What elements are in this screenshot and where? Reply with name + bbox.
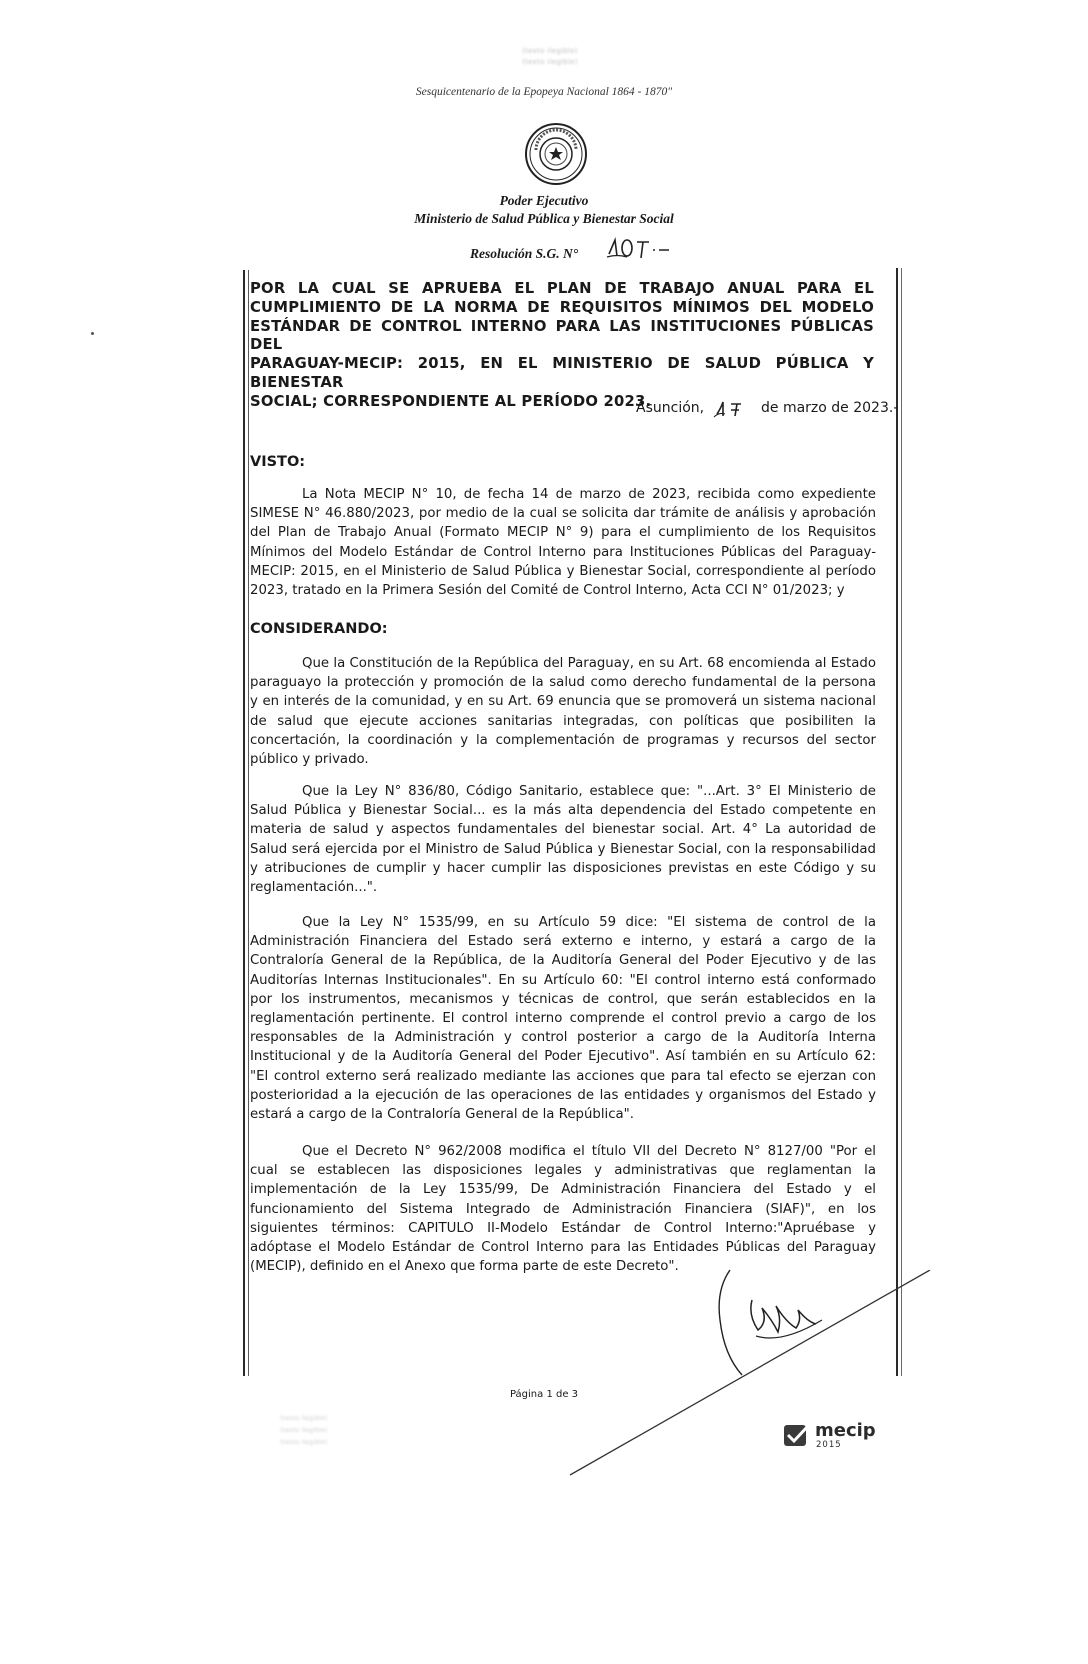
motto: Sesquicentenario de la Epopeya Nacional 1864 - 1870" (415, 86, 673, 98)
text-line: estará a cargo de la Contraloría General de la República". (250, 1107, 635, 1123)
poder-ejecutivo: Poder Ejecutivo (499, 193, 589, 208)
handwritten-resolution-number (603, 234, 673, 266)
text-line: público y privado. (250, 752, 369, 768)
text-line: La Nota MECIP N° 10, de fecha 14 de marzo de 2023, recibida como expediente (302, 487, 876, 502)
text-line: del Plan de Trabajo Anual (Formato MECIP N° 9) para el cumplimiento de los Requisitos (250, 525, 876, 541)
text-line: y en interés de la comunidad, y en su Art. 69 enuncia que se promoverá un sistema nacional (250, 694, 876, 710)
visto-heading: VISTO: (250, 454, 306, 470)
scan-speck (91, 332, 94, 335)
text-line: funcionamiento del Sistema Integrado de Administración Financiera (SIAF)", en los (250, 1201, 876, 1217)
text-line: reglamentación pertinente. El control interno comprende el control previo a cargo de los (250, 1011, 876, 1027)
margin-rule-right-inner (901, 268, 902, 1376)
text-line: 2023, tratado en la Primera Sesión del Comité de Control Interno, Acta CCI N° 01/2023; y (250, 583, 845, 599)
text-line: reglamentación...". (250, 880, 378, 896)
text-line: Mínimos del Modelo Estándar de Control Interno para Instituciones Públicas del Paraguay- (250, 544, 876, 560)
date-suffix: de marzo de 2023.- (761, 400, 899, 416)
text-line: SIMESE N° 46.880/2023, por medio de la cual se solicita dar trámite de análisis y aprobación (250, 506, 876, 522)
mecip-logo-word: mecip (815, 1420, 876, 1441)
margin-rule-left-inner (248, 270, 249, 1376)
faint-line: (texto ilegible) (522, 58, 578, 66)
text-line: concertación, la coordinación y la complementación de programas y recursos del sector (250, 732, 876, 748)
text-line: y atribuciones de cumplir y hacer cumplir las disposiciones previstas en este Código y su (250, 860, 876, 876)
ministerio-name: Ministerio de Salud Pública y Bienestar Social (414, 211, 674, 226)
resolution-title (250, 280, 874, 412)
faint-line: (texto ilegible) (280, 1426, 328, 1434)
text-line: materia de salud y aspectos fundamentales del bienestar social. Art. 4° La autoridad de (250, 822, 876, 838)
considerando-paragraph-4 (250, 1142, 876, 1276)
date-line (636, 398, 898, 418)
considerando-paragraph-3 (250, 913, 876, 1124)
mecip-logo-year: 2015 (816, 1440, 842, 1450)
text-line: "El control externo será realizado mediante las acciones que para tal efecto se ejerzan con (250, 1068, 876, 1084)
text-line: Que la Ley N° 836/80, Código Sanitario, establece que: "...Art. 3° El Ministerio de (302, 784, 876, 799)
text-line: Contraloría General de la República, de la Auditoría General del Poder Ejecutivo y de las (250, 953, 876, 969)
text-line: MECIP: 2015, en el Ministerio de Salud Pública y Bienestar Social, correspondiente al período (250, 563, 876, 579)
text-line: siguientes términos: CAPITULO II-Modelo Estándar de Control Interno:"Apruébase y (250, 1220, 876, 1236)
considerando-heading: CONSIDERANDO: (250, 621, 388, 637)
mecip-logo (783, 1420, 883, 1460)
faint-line: (texto ilegible) (522, 47, 578, 55)
resolution-label: Resolución S.G. N° (470, 246, 579, 261)
text-line: Que el Decreto N° 962/2008 modifica el título VII del Decreto N° 8127/00 "Por el (302, 1144, 876, 1159)
text-line: posterioridad a la ejecución de las operaciones de las entidades y organismos del Estado y (250, 1087, 876, 1103)
text-line: responsables de la Administración y control posterior a cargo de la Auditoría Interna (250, 1030, 876, 1046)
text-line: de salud que ejecute acciones sanitarias integradas, con políticas que posibiliten la (250, 713, 876, 729)
text-line: Auditorías Internas Institucionales". En su Artículo 60: "El control interno está conformado (250, 972, 876, 988)
text-line: cual se establecen las disposiciones legales y administrativas que reglamentan la (250, 1163, 876, 1179)
text-line: implementación de la Ley 1535/99, De Administración Financiera del Estado y el (250, 1182, 876, 1198)
margin-rule-right (896, 268, 898, 1376)
title-line: POR LA CUAL SE APRUEBA EL PLAN DE TRABAJO ANUAL PARA EL (250, 280, 874, 297)
text-line: Salud será ejercida por el Ministro de Salud Pública y Bienestar Social, con la responsabilidad (250, 841, 876, 857)
text-line: Institucional y de la Auditoría General del Poder Ejecutivo". Así también en su Artículo 62: (250, 1049, 876, 1065)
page-number: Página 1 de 3 (509, 1389, 579, 1400)
handwritten-signature (712, 1260, 830, 1380)
text-line: Administración Financiera del Estado será externo e interno, y estará a cargo de la (250, 934, 876, 950)
faint-line: (texto ilegible) (280, 1414, 328, 1422)
text-line: paraguayo la protección y promoción de la salud como derecho fundamental de la persona (250, 675, 876, 691)
margin-rule-left (243, 270, 245, 1376)
title-line: SOCIAL; CORRESPONDIENTE AL PERÍODO 2023. (250, 392, 652, 410)
text-line: (MECIP), definido en el Anexo que forma parte de este Decreto". (250, 1259, 679, 1275)
text-line: Salud Pública y Bienestar Social... es la más alta dependencia del Estado competente en (250, 803, 876, 819)
checkmark-logo-icon (783, 1422, 809, 1448)
date-prefix: Asunción, (636, 400, 705, 416)
faint-line: (texto ilegible) (280, 1438, 328, 1446)
text-line: Que la Constitución de la República del Paraguay, en su Art. 68 encomienda al Estado (302, 656, 876, 671)
national-seal-icon (524, 122, 588, 186)
considerando-paragraph-1 (250, 654, 876, 769)
visto-paragraph (250, 485, 876, 600)
title-line: PARAGUAY-MECIP: 2015, EN EL MINISTERIO DE SALUD PÚBLICA Y BIENESTAR (250, 355, 874, 391)
handwritten-day (709, 398, 757, 418)
footer-faint-text (280, 1412, 760, 1448)
text-line: adóptase el Modelo Estándar de Control Interno para las Entidades Públicas del Paraguay (250, 1240, 876, 1256)
title-line: ESTÁNDAR DE CONTROL INTERNO PARA LAS INSTITUCIONES PÚBLICAS DEL (250, 317, 874, 354)
header-faint-text (270, 46, 830, 68)
considerando-paragraph-2 (250, 782, 876, 897)
text-line: Que la Ley N° 1535/99, en su Artículo 59 dice: "El sistema de control de la (302, 915, 876, 930)
title-line: CUMPLIMIENTO DE LA NORMA DE REQUISITOS MÍNIMOS DEL MODELO (250, 298, 874, 316)
text-line: por los instrumentos, mecanismos y técnicas de control, que serán establecidos en la (250, 991, 876, 1007)
